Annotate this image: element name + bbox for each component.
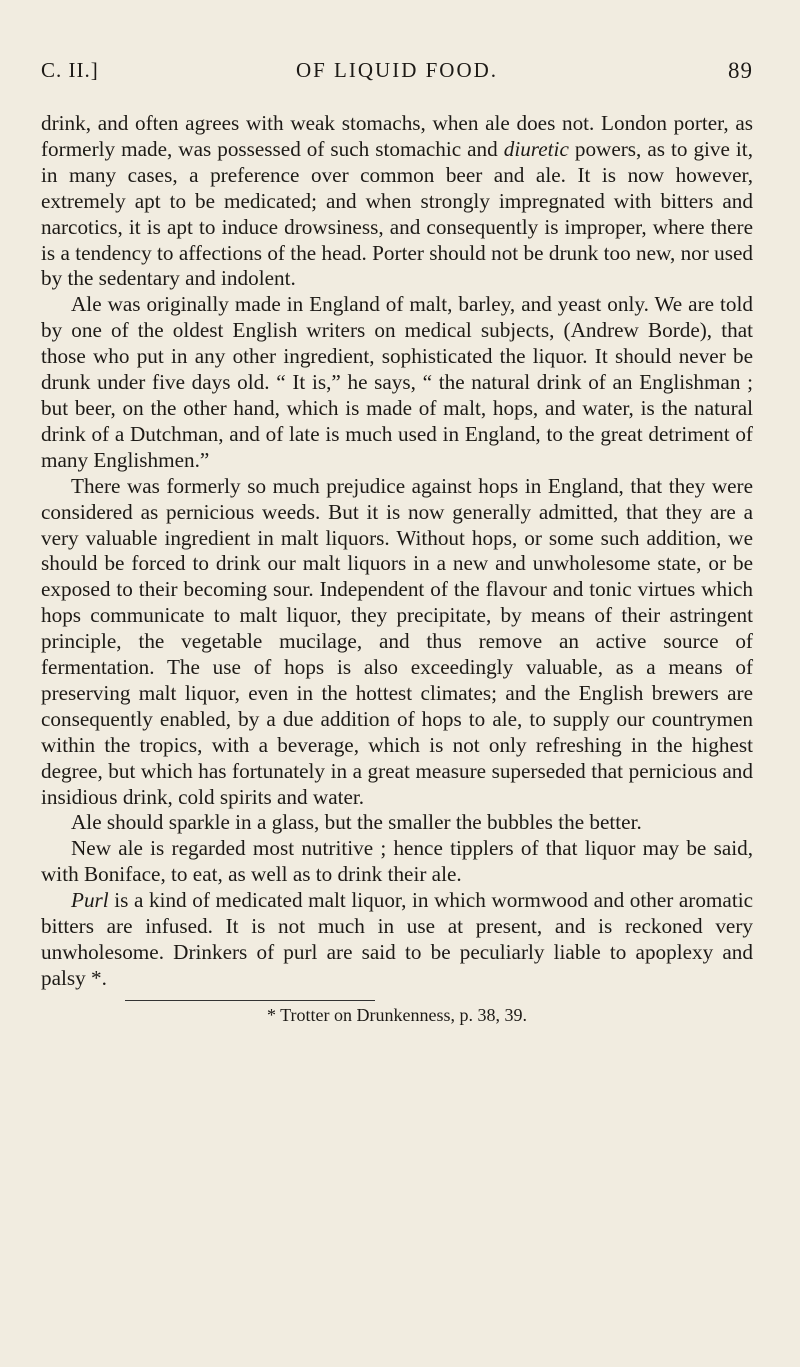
text-run: New ale is regarded most nutritive ; hence tipplers of that liquor may be said, with Boniface, to eat, as well as to drink their ale.: [41, 836, 753, 887]
text-run: is a kind of medicated malt liquor, in which wormwood and other aromatic bitters are infused. It is not much in use at present, and is reckoned very unwholesome. Drinkers of purl are said to be peculiarly liable to apoplexy and palsy *.: [41, 888, 753, 990]
running-header: [41, 58, 753, 92]
running-title: OF LIQUID FOOD.: [295, 58, 499, 82]
paragraph: [41, 810, 753, 836]
italic-term: diuretic: [503, 136, 569, 161]
footnote-divider: [125, 1000, 375, 1001]
text-run: There was formerly so much prejudice against hops in England, that they were considered as pernicious weeds. But it is now generally admitted, that they are a very valuable ingredient in malt liquors. Without hops, or some such addition, we should be forced to drink our malt liquors in a new and unwholesome state, or be exposed to their becoming sour. Independent of the flavour and tonic virtues which hops communicate to malt liquor, they precipitate, by means of their astringent principle, the vegetable mucilage, and thus remove an active source of fermentation. The use of hops is also exceedingly valuable, as a means of preserving malt liquor, even in the hottest climates; and the English brewers are consequently enabled, by a due addition of hops to ale, to supply our countrymen within the tropics, with a beverage, which is not only refreshing in the highest degree, but which has fortunately in a great measure superseded that pernicious and insidious drink, cold spirits and water.: [41, 473, 753, 809]
chapter-marker: C. II.]: [41, 58, 99, 82]
italic-term: Purl: [71, 888, 109, 913]
paragraph: [41, 292, 753, 473]
text-run: drink, and often agrees with weak stomachs, when ale does not. London porter, as formerly made, was possessed of such stomachic and: [41, 111, 753, 161]
body-text: [41, 111, 753, 992]
text-run: Ale should sparkle in a glass, but the smaller the bubbles the better.: [71, 810, 642, 835]
text-run: powers, as to give it, in many cases, a preference over common beer and ale. It is now however, extremely apt to be medicated; and when strongly impregnated with bitters and narcotics, it is apt to induce drowsiness, and consequently is improper, where there is a tendency to affections of the head. Porter should not be drunk too new, nor used by the sedentary and indolent.: [41, 136, 753, 291]
paragraph: [41, 888, 753, 992]
book-page: [41, 58, 753, 1026]
paragraph: [41, 836, 753, 888]
page-number: 89: [728, 58, 753, 83]
footnote: * Trotter on Drunkenness, p. 38, 39.: [267, 1004, 527, 1025]
paragraph: [41, 474, 753, 811]
paragraph: [41, 111, 753, 292]
text-run: Ale was originally made in England of malt, barley, and yeast only. We are told by one of the oldest English writers on medical subjects, (Andrew Borde), that those who put in any other ingredient, sophisticated the liquor. It should never be drunk under five days old. “ It is,” he says, “ the natural drink of an Englishman ; but beer, on the other hand, which is made of malt, hops, and water, is the natural drink of a Dutchman, and of late is much used in England, to the great detriment of many Englishmen.”: [41, 292, 753, 472]
